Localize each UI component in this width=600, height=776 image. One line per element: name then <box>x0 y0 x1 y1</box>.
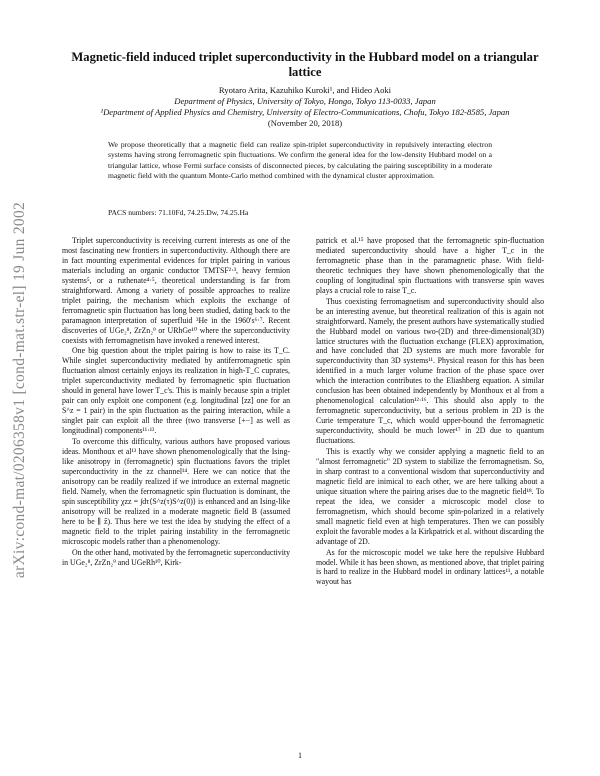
date: (November 20, 2018) <box>267 118 343 128</box>
abstract: We propose theoretically that a magnetic field can realize spin-triplet superconductivity in repulsively interacting electron systems having strong ferromagnetic spin fluctuations. We confirm the general idea for the low-density Hubbard model on a triangular lattice, whose Fermi surface consists of disconnected pieces, by calculating the pairing susceptibility in a moderate magnetic field with the quantum Monte-Carlo method combined with the dynamical cluster approximation. <box>108 140 492 180</box>
affiliation-2: ¹Department of Applied Physics and Chemistry, University of Electro-Communications, Chofu, Tokyo 182-8585, Japan <box>100 107 510 117</box>
pacs-numbers: PACS numbers: 71.10Fd, 74.25.Dw, 74.25.Ha <box>108 208 249 217</box>
paragraph: On the other hand, motivated by the ferromagnetic superconductivity in UGe₂⁸, ZrZn₂⁹ and UGeRh¹⁰, Kirk- <box>62 547 290 567</box>
paragraph: Thus coexisting ferromagnetism and superconductivity should also be an interesting avenue, but theoretical realization of this is again not straightforward. Namely, the present authors have systematically studied the Hubbard model on various two-(2D) and three-dimensional(3D) lattice structures with the fluctuation exchange (FLEX) approximation, and have concluded that 2D systems are much more favorable for superconductivity than 3D systems¹¹. Physical reason for this has been identified in a much larger volume fraction of the phase space over which the interaction contributes to the Eliashberg equation. A similar conclusion has been obtained independently by Monthoux et al from a phenomenological calculation¹²·¹⁶. This should also apply to the ferromagnetic superconductivity, but a serious problem in 2D is the Curie temperature T_c, which would upper-bound the ferromagnetic superconductivity, should be much lower¹⁷ in 2D due to quantum fluctuations. <box>316 296 544 446</box>
paragraph: patrick et al.¹⁵ have proposed that the ferromagnetic spin-fluctuation mediated superconductivity should have a higher T_c in the ferromagnetic phase than in the paramagnetic phase. With field-theoretic techniques they have shown phenomenologically that the coupling of longitudinal spin fluctuations with transverse spin waves plays a crucial role to raise T_c. <box>316 236 544 295</box>
paragraph: Triplet superconductivity is receiving current interests as one of the most fascinating new frontiers in superconductivity. Although there are in fact mounting experimental evidences for triplet pairing in various materials including an organic conductor TMTSF²·³, heavy fermion systems⁵, or a ruthenate⁴·⁵, theoretical understanding is far from straightforward. Among a variety of possible approaches to realize triplet pairing, the mechanism which exploits the exchange of ferromagnetic spin fluctuation has long been studied, dating back to the paramagnon interpretation of superfluid ³He in the 1960's⁶·⁷. Recent discoveries of UGe₂⁸, ZrZn₂⁹ or URhGe¹⁰ where the superconductivity coexists with ferromagnetism have invoked a renewed interest. <box>62 236 290 345</box>
arxiv-id: arXiv:cond-mat/0206358v1 [cond-mat.str-el] 19 Jun 2002 <box>11 201 28 579</box>
arxiv-stamp <box>0 180 40 600</box>
paragraph: This is exactly why we consider applying a magnetic field to an "almost ferromagnetic" 2D system to stabilize the ferromagnetism. So, in sharp contrast to a conventional wisdom that superconductivity and magnetic field are inimical to each other, we are here talking about a unique situation where the pairing arises due to the magnetic field¹⁸. To repeat the idea, we consider a microscopic model close to ferromagnetism, which should become spin-polarized in a relatively small magnetic field even at high temperatures. Then we can possibly exploit the favorable modes a la Kirkpatrick et al. without discarding the advantage of 2D. <box>316 447 544 546</box>
paragraph: As for the microscopic model we take here the repulsive Hubbard model. While it has been shown, as mentioned above, that triplet pairing is hard to realize in the Hubbard model in ordinary lattices¹¹, a notable wayout has <box>316 547 544 587</box>
right-column <box>316 236 544 587</box>
left-column <box>62 236 290 567</box>
author-block <box>60 85 550 129</box>
paper-title: Magnetic-field induced triplet superconductivity in the Hubbard model on a triangular lattice <box>71 50 539 79</box>
paragraph: To overcome this difficulty, various authors have proposed various ideas. Monthoux et al¹³ have shown phenomenologically that the Ising-like anisotropy in (ferromagnetic) spin fluctuations favors the triplet superconductivity in the zz channel¹⁴. Here we can notice that the anisotropy can be readily realized if we introduce an external magnetic field. Namely, when the ferromagnetic spin fluctuation is dominant, the spin susceptibility χzz = ∫dτ⟨S^z(τ)S^z(0)⟩ is enhanced and an Ising-like anisotropy will be realized in a moderate magnetic field B (assumed here to be ∥ ẑ). Thus here we test the idea by studying the effect of a magnetic field to the triplet pairing instability in the ferromagnetic microscopic models rather than a phenomenology. <box>62 437 290 546</box>
affiliation-1: Department of Physics, University of Tokyo, Hongo, Tokyo 113-0033, Japan <box>174 96 436 106</box>
paragraph: One big question about the triplet pairing is how to raise its T_C. While singlet superconductivity mediated by antiferromagnetic spin fluctuation almost certainly enjoys its realization in high-T_C cuprates, triplet superconductivity mediated by ferromagnetic spin fluctuation should in general have lower T_c's. This is mainly because spin a triplet pair can only exploit one component (e.g. longitudinal [zz] one for an S^z = 1 pair) in the spin fluctuation as the pairing interaction, while a singlet pair can exploit all the three (two transverse [+−] as well as longitudinal) components¹¹·¹². <box>62 346 290 436</box>
authors: Ryotaro Arita, Kazuhiko Kuroki¹, and Hideo Aoki <box>218 85 392 95</box>
page-number: 1 <box>298 751 302 760</box>
